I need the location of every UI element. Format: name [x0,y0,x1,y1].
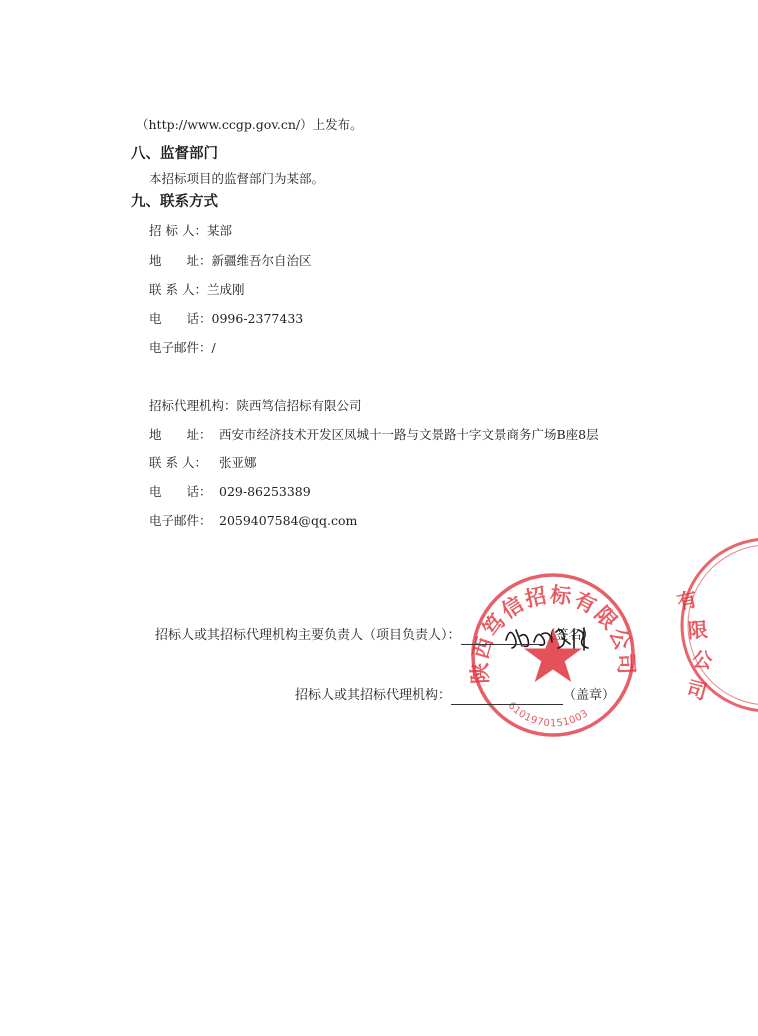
org-seal-suffix: （盖章） [563,688,616,703]
side-stamp-text-1: 有 [674,586,700,615]
person-signature-suffix: （签名） [542,628,595,643]
agency-address-row [149,427,599,443]
agency-address-label: 地 址： [149,427,212,442]
tenderer-name-row [149,223,232,239]
side-stamp-text-3: 公 [691,647,714,673]
tenderer-phone-value: 0996-2377433 [211,311,304,326]
tenderer-email-label: 电子邮件： [149,340,212,355]
agency-phone-row [149,484,311,500]
tenderer-phone-label: 电 话： [149,311,212,326]
tenderer-name-value: 某部 [206,223,232,238]
agency-phone-label: 电 话： [149,484,212,499]
intro-line: （http://www.ccgp.gov.cn/）上发布。 [136,117,363,132]
org-seal-blank[interactable] [451,688,563,705]
org-seal-label: 招标人或其招标代理机构： [295,688,452,703]
side-stamp-text-2: 限 [686,617,709,643]
tenderer-address-row [149,253,312,269]
agency-address-value: 西安市经济技术开发区凤城十一路与文景路十字文景商务广场B座8层 [219,427,599,442]
org-seal-row [295,688,615,705]
agency-email-value: 2059407584@qq.com [219,513,358,528]
tenderer-phone-row [149,311,303,327]
tenderer-name-label: 招 标 人： [149,223,207,238]
agency-contact-label: 联 系 人： [149,455,207,470]
agency-email-row [149,513,357,529]
tenderer-contact-label: 联 系 人： [149,282,207,297]
side-stamp-text-4: 司 [683,675,710,705]
person-signature-label: 招标人或其招标代理机构主要负责人（项目负责人）： [155,628,461,643]
person-signature-row [155,628,595,645]
agency-name-value: 陕西笃信招标有限公司 [236,398,362,413]
tenderer-address-label: 地 址： [149,253,212,268]
agency-contact-value: 张亚娜 [219,455,257,470]
agency-name-row [149,398,362,414]
agency-contact-row [149,455,257,471]
tenderer-contact-value: 兰成刚 [206,282,245,297]
person-signature-blank[interactable] [461,628,543,645]
section8-heading: 八、监督部门 [131,146,218,162]
tenderer-address-value: 新疆维吾尔自治区 [211,253,312,268]
tenderer-email-value: / [211,340,216,355]
tenderer-email-row [149,340,216,356]
side-company-stamp [670,545,758,715]
seal-ring-text: 陕西笃信招标有限公司 [467,582,639,685]
seal-number-text: 6101970151003 [505,700,591,730]
company-seal-stamp [468,570,638,740]
agency-phone-value: 029-86253389 [219,484,311,499]
section9-heading: 九、联系方式 [131,194,218,210]
agency-name-label: 招标代理机构： [149,398,237,413]
section8-body: 本招标项目的监督部门为某部。 [149,171,325,186]
tenderer-contact-row [149,282,244,298]
agency-email-label: 电子邮件： [149,513,212,528]
